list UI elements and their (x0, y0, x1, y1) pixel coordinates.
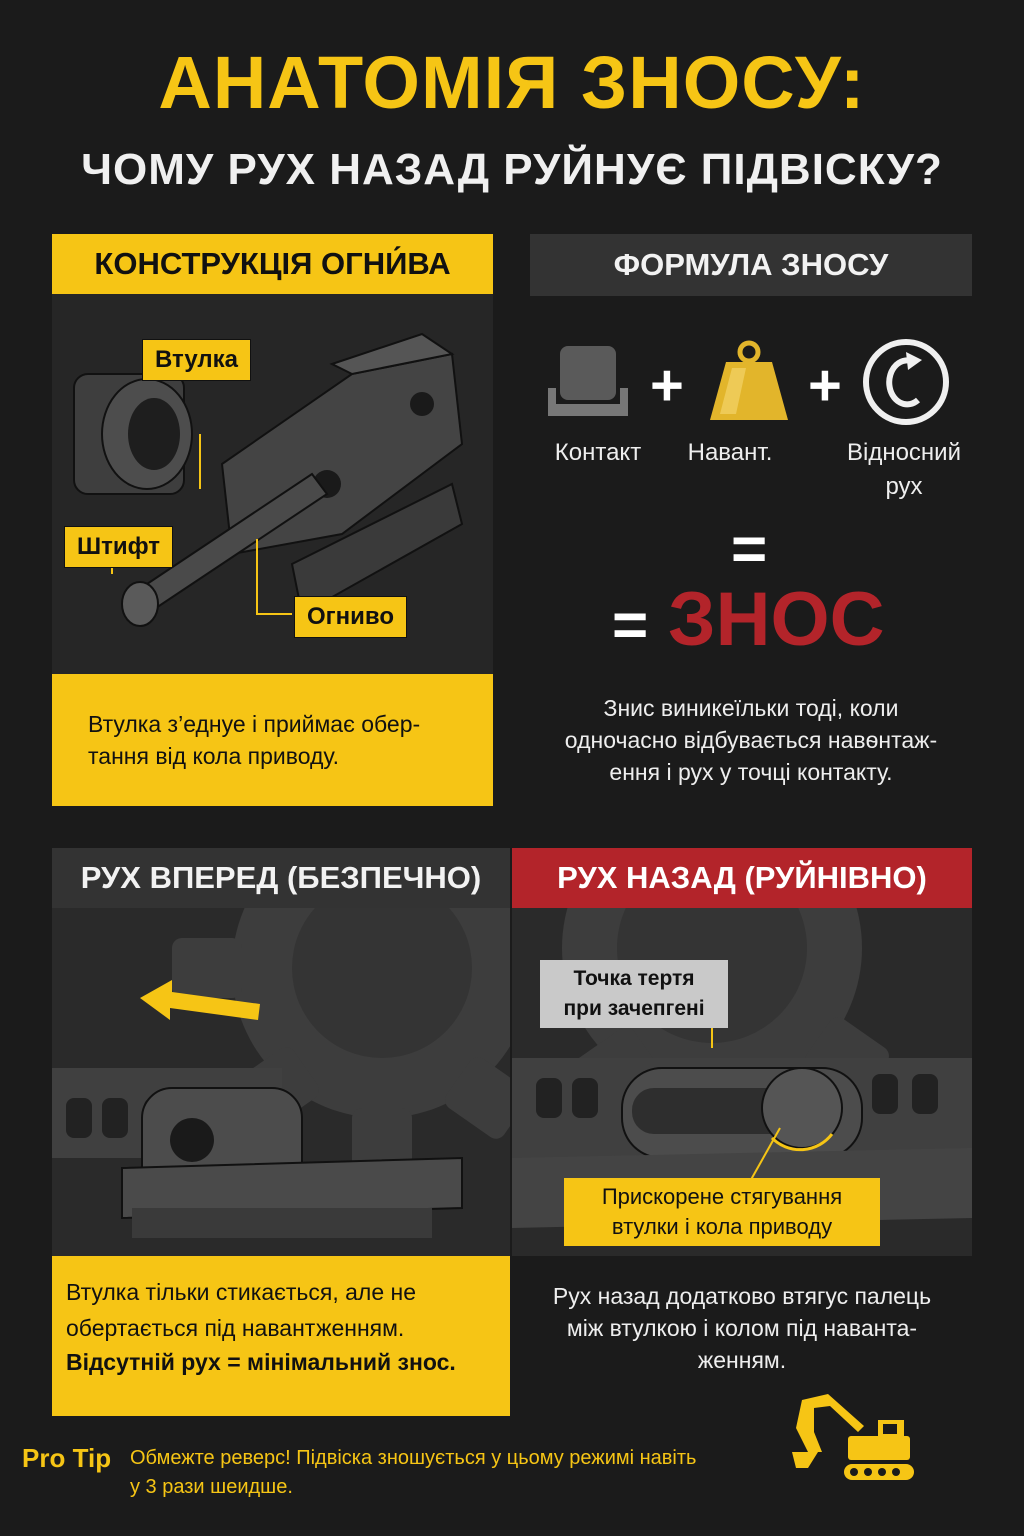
formula-label-load: Навант. (687, 439, 773, 466)
friction-point-label: Точка тертя при зачепгені (540, 960, 728, 1028)
formula-label-contact: Контакт (554, 439, 642, 466)
construction-panel (52, 234, 493, 806)
plus-sign-1: + (650, 353, 684, 418)
forward-caption-box (52, 1256, 510, 1416)
formula-note: Знис виникеїльки тоді, коли одночасно відбувається навѳнтаж- ення і рух у точці контакту. (564, 695, 938, 785)
forward-caption: Втулка тільки стикається, але не обертається під навантженням. (66, 1279, 416, 1341)
pro-tip-text: Обмежте реверс! Підвіска зношується у цьому режимі навіть у 3 рази шеидше. (130, 1447, 697, 1498)
link-callout: Огниво (294, 596, 407, 638)
forward-panel (52, 848, 510, 1416)
construction-caption: Втулка з’еднуе і приймає обер- тання від кола приводу. (88, 711, 421, 769)
equals-sign: = (731, 515, 768, 584)
result-equals-sign: = (612, 591, 649, 660)
pro-tip-label: Pro Tip (22, 1443, 112, 1473)
page-subtitle: ЧОМУ РУХ НАЗАД РУЙНУЄ ПІДВІСКУ? (81, 145, 943, 194)
formula-heading: ФОРМУЛА ЗНОСУ (530, 234, 972, 296)
construction-heading: КОНСТРУКЦІЯ ОГНИ́ВА (52, 234, 493, 294)
track-link-illustration (52, 294, 493, 674)
bushing-callout: Втулка (142, 339, 251, 381)
reverse-heading: РУХ НАЗАД (РУЙНІВНО) (512, 848, 972, 908)
wear-result: ЗНОС (668, 577, 885, 662)
accelerated-wear-label: Прискорене стягування втулки і кола приводу (564, 1178, 880, 1246)
contact-icon (542, 338, 632, 418)
formula-panel (530, 234, 972, 814)
formula-label-motion: Відносний рух (846, 439, 961, 500)
forward-heading: РУХ ВПЕРЕД (БЕЗПЕЧНО) (52, 848, 510, 908)
excavator-icon (788, 1392, 920, 1492)
page-title: АНАТОМІЯ ЗНОСУ: (158, 41, 866, 124)
forward-caption-bold: Відсутній рух = мінімальний знос. (66, 1349, 456, 1375)
pin-callout: Штифт (64, 526, 173, 568)
construction-caption-box (52, 674, 493, 806)
rotation-icon (862, 338, 950, 426)
forward-sprocket-illustration (52, 908, 510, 1256)
weight-icon (706, 338, 792, 424)
reverse-panel (512, 848, 972, 1416)
plus-sign-2: + (808, 353, 842, 418)
reverse-caption: Рух назад додатково втягус палець між втулкою і колом під наванта- женням. (552, 1283, 932, 1373)
